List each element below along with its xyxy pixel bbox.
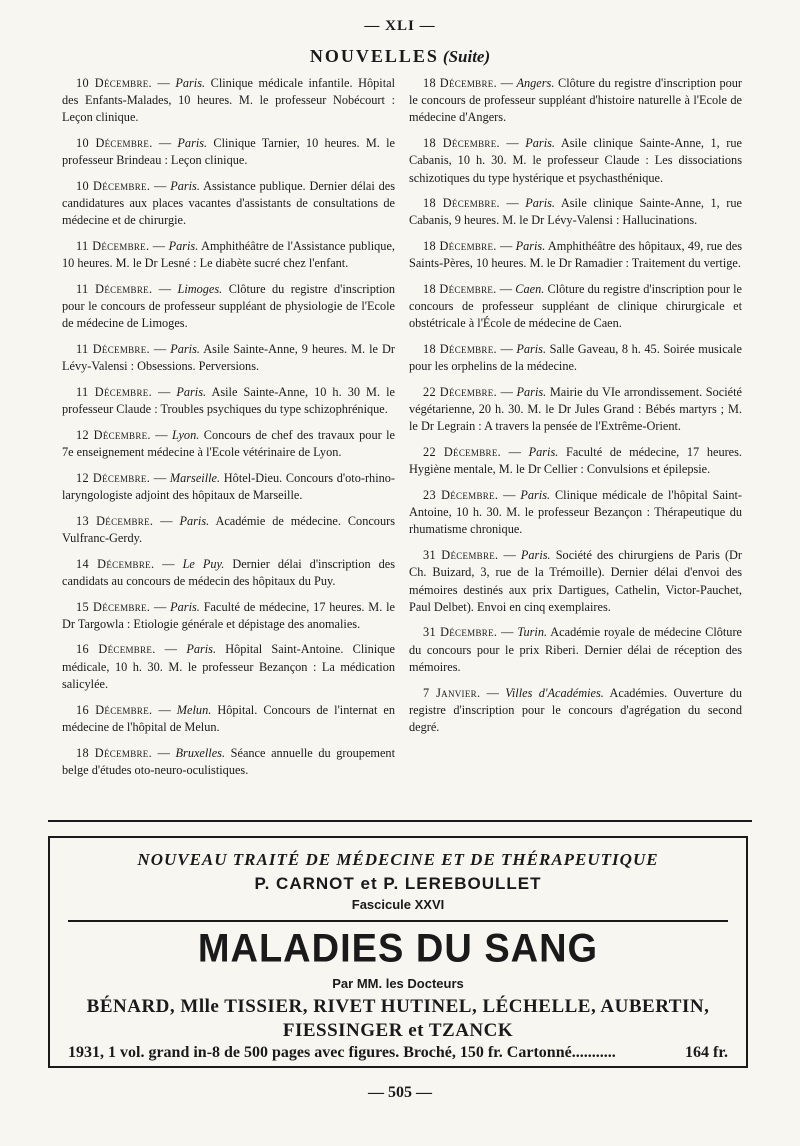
news-entry: 18 Décembre. — Caen. Clôture du registre d'inscription pour le concours de professeur suppléant de clinique chirurgicale et obstétricale à l'École de médecine de Caen.: [409, 282, 742, 331]
entry-text: Clinique médicale de l'hôpital Saint-Antoine, 10 h. 30. M. le professeur Bezançon : Thérapeutique du rhumatisme chronique.: [409, 488, 742, 537]
entry-text: Assistance publique. Dernier délai des candidatures aux places vacantes d'assistants de consultations de médecine et de chirurgie.: [62, 179, 395, 228]
news-entry: 23 Décembre. — Paris. Clinique médicale de l'hôpital Saint-Antoine, 10 h. 30. M. le professeur Bezançon : Thérapeutique du rhumatisme chronique.: [409, 488, 742, 537]
entry-date: 11 Décembre.: [76, 282, 153, 297]
ad-byline: Par MM. les Docteurs: [332, 976, 464, 991]
news-columns: [62, 75, 742, 787]
entry-city: Villes d'Académies.: [505, 685, 604, 700]
entry-city: Paris.: [525, 196, 555, 211]
entry-date: 18 Décembre.: [423, 282, 497, 297]
news-entry: 18 Décembre. — Bruxelles. Séance annuelle du groupement belge d'études oto-neuro-oculistiques.: [62, 745, 396, 777]
entry-text: Clôture du registre d'inscription pour le concours de professeur suppléant de clinique chirurgicale et obstétricale à l'École de médecine de Caen.: [409, 282, 742, 331]
news-entry: 10 Décembre. — Paris. Assistance publique. Dernier délai des candidatures aux places vacantes d'assistants de consultations de médecine et de chirurgie.: [62, 179, 395, 228]
entry-date: 14 Décembre.: [76, 556, 155, 571]
entry-city: Paris.: [520, 488, 551, 503]
entry-city: Paris.: [528, 445, 559, 460]
entry-city: Le Puy.: [182, 556, 225, 571]
news-entry: 10 Décembre. — Paris. Clinique Tarnier, 10 heures. M. le professeur Brindeau : Leçon clinique.: [62, 136, 395, 168]
entry-date: 12 Décembre.: [76, 470, 151, 485]
entry-city: Paris.: [516, 385, 547, 400]
entry-city: Paris.: [515, 239, 546, 254]
entry-city: Marseille.: [169, 470, 221, 485]
ad-inner-rule: [68, 920, 728, 922]
ad-authors-line-1: BÉNARD, Mlle TISSIER, RIVET HUTINEL, LÉCHELLE, AUBERTIN,: [86, 996, 710, 1017]
ad-book-title: MALADIES DU SANG: [197, 926, 599, 972]
ad-editors: P. CARNOT et P. LEREBOULLET: [254, 874, 542, 893]
entry-date: 22 Décembre.: [423, 385, 497, 400]
entry-date: 18 Décembre.: [423, 342, 497, 357]
entry-date: 11 Décembre.: [76, 385, 152, 400]
entry-date: 18 Décembre.: [76, 745, 152, 760]
entry-text: Amphithéâtre des hôpitaux, 49, rue des Saints-Pères, 10 heures. M. le Dr Ramadier : Traitement du vertige.: [409, 239, 742, 271]
news-entry: 18 Décembre. — Paris. Asile clinique Sainte-Anne, 1, rue Cabanis, 10 h. 30. M. le professeur Claude : Les dissociations schizotiques du type hystérique et psychasthénique.: [409, 136, 742, 185]
entry-date: 31 Décembre.: [423, 625, 498, 640]
entry-date: 10 Décembre.: [76, 76, 152, 90]
news-entry: 16 Décembre. — Melun. Hôpital. Concours de l'internat en médecine de l'hôpital de Melun.: [62, 702, 396, 734]
page-number: — 505 —: [368, 1084, 432, 1101]
news-entry: 15 Décembre. — Paris. Faculté de médecine, 17 heures. M. le Dr Targowla : Etiologie générale et dépistage des anomalies.: [62, 599, 395, 631]
entry-city: Melun.: [176, 702, 212, 717]
news-entry: 11 Décembre. — Limoges. Clôture du registre d'inscription pour le concours de professeur suppléant de physiologie de l'Ecole de médecine de Limoges.: [62, 282, 395, 331]
entry-city: Paris.: [525, 136, 555, 151]
news-entry: 16 Décembre. — Paris. Hôpital Saint-Antoine. Clinique médicale, 10 h. 30. M. le professeur Bezançon : La médication salicylée.: [62, 642, 395, 691]
entry-text: Clôture du registre d'inscription pour le concours de professeur suppléant d'histoire naturelle à l'Ecole de médecine d'Angers.: [409, 76, 742, 125]
entry-text: Asile clinique Sainte-Anne, 1, rue Cabanis, 10 h. 30. M. le professeur Claude : Les dissociations schizotiques du type hystérique et psychasthénique.: [409, 136, 742, 185]
news-entry: 22 Décembre. — Paris. Faculté de médecine, 17 heures. Hygiène mentale, M. le Dr Cellier : Convulsions et épilepsie.: [409, 445, 743, 477]
news-entry: 14 Décembre. — Le Puy. Dernier délai d'inscription des candidats au concours de médecin des hôpitaux du Puy.: [62, 556, 396, 588]
entry-city: Paris.: [179, 513, 210, 528]
entry-date: 12 Décembre.: [76, 427, 151, 442]
entry-date: 11 Décembre.: [76, 342, 150, 357]
entry-date: 18 Décembre.: [423, 196, 500, 211]
entry-city: Paris.: [520, 548, 551, 563]
news-entry: 18 Décembre. — Paris. Asile clinique Sainte-Anne, 1, rue Cabanis, 9 heures. M. le Dr Lévy-Valensi : Hallucinations.: [409, 196, 742, 228]
section-title-suite: (Suite): [442, 47, 491, 66]
entry-date: 23 Décembre.: [423, 488, 499, 503]
entry-date: 7 Janvier.: [423, 685, 481, 700]
entry-city: Paris.: [176, 385, 207, 400]
news-entry: 18 Décembre. — Angers. Clôture du registre d'inscription pour le concours de professeur suppléant d'histoire naturelle à l'Ecole de médecine d'Angers.: [409, 76, 742, 125]
news-entry: 22 Décembre. — Paris. Mairie du VIe arrondissement. Société végétarienne, 20 h. 30. M. le Dr Jules Grand : Bébés martyrs ; M. le Dr Legrain : A travers la pensée de l'Extrême-Orient.: [409, 385, 742, 434]
entry-city: Paris.: [168, 239, 199, 254]
ad-series-title: NOUVEAU TRAITÉ DE MÉDECINE ET DE THÉRAPEUTIQUE: [137, 850, 659, 869]
news-entry: 31 Décembre. — Paris. Société des chirurgiens de Paris (Dr Ch. Buizard, 3, rue de la Trémoille). Dernier délai d'envoi des mémoires destinés aux prix Dartigues, Cathelin, Victor-Pauchet, Paul Delbet). Envoi en cinq exemplaires.: [409, 548, 743, 614]
entry-city: Paris.: [516, 342, 547, 357]
section-header: [0, 46, 800, 67]
ad-publication-details: [68, 1044, 728, 1062]
entry-date: 15 Décembre.: [76, 599, 151, 614]
entry-text: Dernier délai d'inscription des candidats au concours de médecin des hôpitaux du Puy.: [62, 556, 396, 588]
entry-date: 16 Décembre.: [76, 642, 156, 657]
entry-city: Bruxelles.: [175, 745, 226, 760]
news-entry: 7 Janvier. — Villes d'Académies. Académies. Ouverture du registre d'inscription pour le concours d'agrégation du second degré.: [409, 685, 742, 734]
entry-text: Hôpital Saint-Antoine. Clinique médicale, 10 h. 30. M. le professeur Bezançon : La médication salicylée.: [62, 642, 395, 691]
news-entry: 18 Décembre. — Paris. Amphithéâtre des hôpitaux, 49, rue des Saints-Pères, 10 heures. M. le Dr Ramadier : Traitement du vertige.: [409, 239, 742, 271]
entry-text: Faculté de médecine, 17 heures. M. le Dr Targowla : Etiologie générale et dépistage des anomalies.: [62, 599, 395, 631]
entry-date: 10 Décembre.: [76, 179, 151, 194]
entry-city: Lyon.: [172, 427, 200, 442]
entry-text: Académies. Ouverture du registre d'inscription pour le concours d'agrégation du second degré.: [409, 685, 742, 734]
entry-date: 11 Décembre.: [76, 239, 150, 254]
entry-text: Asile clinique Sainte-Anne, 1, rue Cabanis, 9 heures. M. le Dr Lévy-Valensi : Hallucinations.: [409, 196, 742, 228]
entry-date: 18 Décembre.: [423, 76, 497, 90]
entry-city: Paris.: [186, 642, 217, 657]
news-entry: 12 Décembre. — Lyon. Concours de chef des travaux pour le 7e enseignement médecine à l'Ecole vétérinaire de Lyon.: [62, 427, 396, 460]
entry-date: 18 Décembre.: [423, 239, 497, 254]
section-title: NOUVELLES: [309, 46, 439, 66]
news-entry: 10 Décembre. — Paris. Clinique médicale infantile. Hôpital des Enfants-Malades, 10 heures. M. le professeur Nobécourt : Leçon clinique.: [62, 76, 395, 125]
entry-city: Limoges.: [177, 282, 223, 297]
entry-city: Paris.: [170, 342, 200, 357]
news-entry: 18 Décembre. — Paris. Salle Gaveau, 8 h. 45. Soirée musicale pour les orphelins de la médecine.: [409, 342, 742, 374]
entry-date: 10 Décembre.: [76, 136, 153, 151]
entry-text: Académie de médecine. Concours Vulfranc-Gerdy.: [62, 513, 395, 545]
entry-date: 13 Décembre.: [76, 513, 154, 528]
entry-city: Angers.: [516, 76, 555, 90]
entry-city: Turin.: [517, 625, 548, 640]
news-entry: 11 Décembre. — Paris. Amphithéâtre de l'Assistance publique, 10 heures. M. le Dr Lesné : Le diabète sucré chez l'enfant.: [62, 239, 395, 271]
page-folio-top: — XLI —: [364, 18, 436, 34]
entry-date: 31 Décembre.: [423, 548, 499, 563]
ad-authors-line-2: FIESSINGER et TZANCK: [282, 1020, 514, 1041]
news-entry: 12 Décembre. — Marseille. Hôtel-Dieu. Concours d'oto-rhino-laryngologiste adjoint des hôpitaux de Marseille.: [62, 470, 396, 503]
entry-text: Salle Gaveau, 8 h. 45. Soirée musicale pour les orphelins de la médecine.: [409, 342, 742, 374]
entry-text: Mairie du VIe arrondissement. Société végétarienne, 20 h. 30. M. le Dr Jules Grand : Bébés martyrs ; M. le Dr Legrain : A travers la pensée de l'Extrême-Orient.: [409, 385, 742, 434]
left-column: [62, 75, 395, 787]
book-advertisement: [48, 836, 748, 1068]
right-column: [409, 75, 742, 787]
entry-text: Hôpital. Concours de l'internat en médecine de l'hôpital de Melun.: [62, 702, 396, 734]
entry-text: Concours de chef des travaux pour le 7e enseignement médecine à l'Ecole vétérinaire de Lyon.: [62, 427, 396, 460]
news-entry: 11 Décembre. — Paris. Asile Sainte-Anne, 10 h. 30 M. le professeur Claude : Troubles psychiques du type schizophrénique.: [62, 385, 395, 417]
ad-price: 164 fr.: [685, 1044, 728, 1061]
entry-city: Paris.: [170, 599, 200, 614]
entry-text: Académie royale de médecine Clôture du concours pour le prix Riberi. Dernier délai de réception des mémoires.: [409, 625, 742, 674]
news-entry: 11 Décembre. — Paris. Asile Sainte-Anne, 9 heures. M. le Dr Lévy-Valensi : Obsessions. Perversions.: [62, 342, 395, 374]
entry-text: Clinique Tarnier, 10 heures. M. le professeur Brindeau : Leçon clinique.: [62, 136, 395, 168]
entry-city: Paris.: [175, 76, 206, 90]
entry-city: Paris.: [177, 136, 208, 151]
entry-date: 18 Décembre.: [423, 136, 500, 151]
separator-rule: [48, 820, 752, 822]
news-entry: 31 Décembre. — Turin. Académie royale de médecine Clôture du concours pour le prix Riberi. Dernier délai de réception des mémoires.: [409, 625, 742, 674]
entry-date: 22 Décembre.: [423, 445, 501, 460]
entry-city: Caen.: [515, 282, 545, 297]
entry-text: Asile Sainte-Anne, 10 h. 30 M. le professeur Claude : Troubles psychiques du type schizophrénique.: [62, 385, 395, 417]
entry-text: Société des chirurgiens de Paris (Dr Ch. Buizard, 3, rue de la Trémoille). Dernier délai d'envoi des mémoires destinés aux prix Dartigues, Cathelin, Victor-Pauchet, Paul Delbet). Envoi en cinq exemplaires.: [409, 548, 743, 614]
entry-text: Faculté de médecine, 17 heures. Hygiène mentale, M. le Dr Cellier : Convulsions et épilepsie.: [409, 445, 743, 477]
entry-date: 16 Décembre.: [76, 702, 153, 717]
entry-city: Paris.: [170, 179, 200, 194]
entry-text: Asile Sainte-Anne, 9 heures. M. le Dr Lévy-Valensi : Obsessions. Perversions.: [62, 342, 395, 374]
entry-text: Hôtel-Dieu. Concours d'oto-rhino-laryngologiste adjoint des hôpitaux de Marseille.: [62, 470, 396, 503]
ad-fascicule: Fascicule XXVI: [351, 897, 445, 912]
entry-text: Amphithéâtre de l'Assistance publique, 10 heures. M. le Dr Lesné : Le diabète sucré chez l'enfant.: [62, 239, 395, 271]
entry-text: Séance annuelle du groupement belge d'études oto-neuro-oculistiques.: [62, 745, 396, 777]
ad-publication-text: 1931, 1 vol. grand in-8 de 500 pages avec figures. Broché, 150 fr. Cartonné...........: [68, 1044, 616, 1061]
entry-text: Clinique médicale infantile. Hôpital des Enfants-Malades, 10 heures. M. le professeur Nobécourt : Leçon clinique.: [62, 76, 395, 125]
news-entry: 13 Décembre. — Paris. Académie de médecine. Concours Vulfranc-Gerdy.: [62, 513, 395, 545]
entry-text: Clôture du registre d'inscription pour le concours de professeur suppléant de physiologie de l'Ecole de médecine de Limoges.: [62, 282, 395, 331]
